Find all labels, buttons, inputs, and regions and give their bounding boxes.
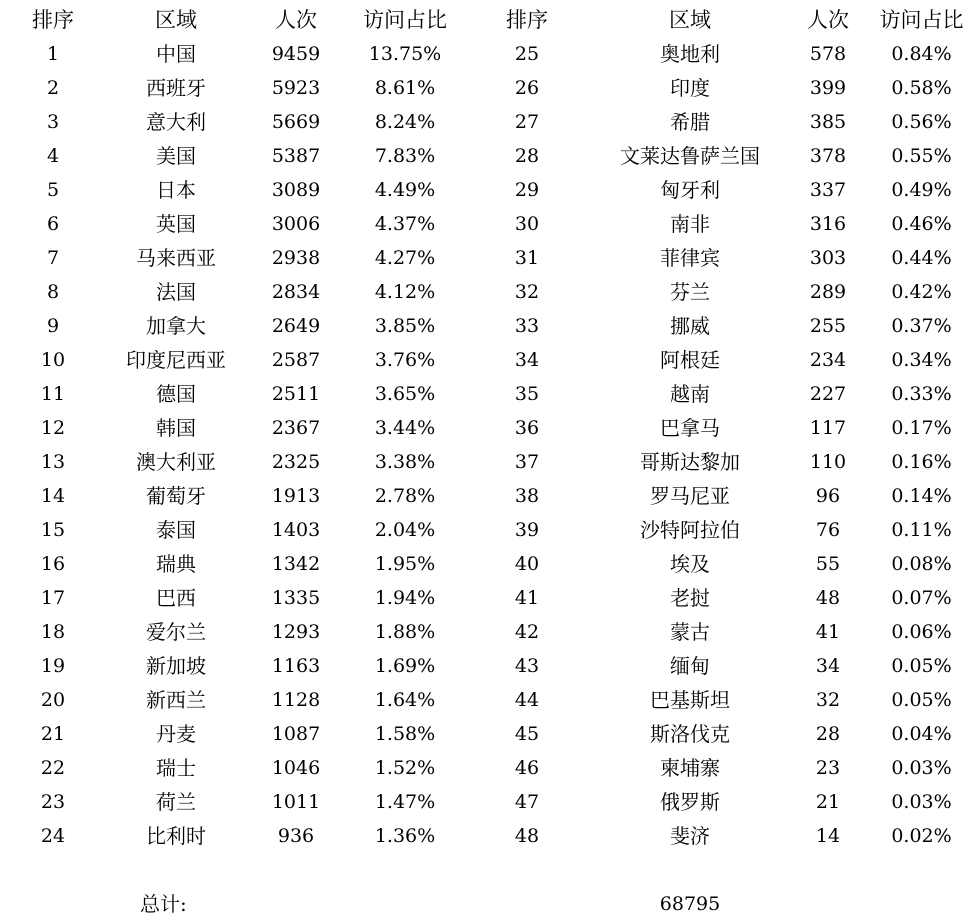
region-cell: 新西兰 (146, 688, 206, 712)
rank-cell: 4 (46, 145, 60, 167)
rank-cell: 32 (514, 281, 540, 303)
rank-cell: 13 (40, 451, 66, 473)
visits-cell: 1011 (271, 791, 321, 813)
visits-cell: 2649 (271, 315, 321, 337)
share-cell: 0.07% (891, 587, 952, 609)
rank-cell: 27 (514, 111, 540, 133)
visits-cell: 337 (809, 179, 847, 201)
visits-cell: 378 (809, 145, 847, 167)
rank-cell: 9 (46, 315, 60, 337)
share-cell: 0.05% (891, 655, 952, 677)
region-cell: 英国 (156, 212, 196, 236)
region-cell: 阿根廷 (660, 348, 720, 372)
region-cell: 文莱达鲁萨兰国 (620, 144, 760, 168)
share-cell: 0.04% (891, 723, 952, 745)
visits-cell: 1087 (271, 723, 321, 745)
visits-cell: 48 (815, 587, 841, 609)
region-cell: 斯洛伐克 (650, 722, 730, 746)
region-cell: 菲律宾 (660, 246, 720, 270)
total-label: 总计: (140, 892, 187, 916)
share-cell: 3.44% (374, 417, 436, 439)
rank-cell: 22 (40, 757, 66, 779)
rank-cell: 34 (514, 349, 540, 371)
share-cell: 0.55% (891, 145, 952, 167)
share-cell: 0.37% (891, 315, 952, 337)
region-cell: 南非 (670, 212, 710, 236)
region-cell: 俄罗斯 (660, 790, 720, 814)
rank-cell: 24 (40, 825, 66, 847)
rank-cell: 3 (46, 111, 60, 133)
share-cell: 1.95% (374, 553, 436, 575)
rank-cell: 14 (40, 485, 66, 507)
region-cell: 泰国 (156, 518, 196, 542)
share-cell: 0.03% (891, 757, 952, 779)
region-cell: 斐济 (670, 824, 710, 848)
table-row (0, 445, 977, 479)
rank-cell: 26 (514, 77, 540, 99)
share-cell: 0.14% (891, 485, 952, 507)
rank-cell: 47 (514, 791, 540, 813)
rank-cell: 5 (46, 179, 60, 201)
visits-cell: 117 (809, 417, 847, 439)
share-cell: 1.52% (374, 757, 436, 779)
rank-cell: 37 (514, 451, 540, 473)
rank-cell: 40 (514, 553, 540, 575)
region-cell: 韩国 (156, 416, 196, 440)
share-cell: 0.56% (891, 111, 952, 133)
region-cell: 印度 (670, 76, 710, 100)
region-cell: 匈牙利 (660, 178, 720, 202)
region-cell: 巴基斯坦 (650, 688, 730, 712)
visits-cell: 9459 (271, 43, 321, 65)
visits-cell: 1335 (271, 587, 321, 609)
rank-cell: 6 (46, 213, 60, 235)
rank-cell: 48 (514, 825, 540, 847)
visits-cell: 5387 (271, 145, 321, 167)
rank-cell: 17 (40, 587, 66, 609)
region-cell: 法国 (156, 280, 196, 304)
table-row (0, 105, 977, 139)
visits-cell: 2834 (271, 281, 321, 303)
visits-cell: 96 (815, 485, 841, 507)
visits-cell: 399 (809, 77, 847, 99)
visits-cell: 3089 (271, 179, 321, 201)
region-cell: 蒙古 (670, 620, 710, 644)
rank-cell: 12 (40, 417, 66, 439)
table-row (0, 547, 977, 581)
share-cell: 0.03% (891, 791, 952, 813)
region-cell: 日本 (156, 178, 196, 202)
region-cell: 爱尔兰 (146, 620, 206, 644)
region-cell: 埃及 (670, 552, 710, 576)
share-cell: 0.17% (891, 417, 952, 439)
share-cell: 1.94% (374, 587, 436, 609)
share-cell: 3.85% (374, 315, 436, 337)
region-cell: 马来西亚 (136, 246, 216, 270)
rank-header: 排序 (506, 8, 548, 32)
region-cell: 缅甸 (670, 654, 710, 678)
visits-header: 人次 (275, 8, 317, 32)
share-cell: 0.06% (891, 621, 952, 643)
visits-cell: 289 (809, 281, 847, 303)
share-cell: 13.75% (368, 43, 442, 65)
share-cell: 7.83% (374, 145, 436, 167)
region-header: 区域 (669, 8, 711, 32)
rank-cell: 38 (514, 485, 540, 507)
rank-cell: 44 (514, 689, 540, 711)
visits-cell: 2587 (271, 349, 321, 371)
share-cell: 0.05% (891, 689, 952, 711)
share-cell: 4.49% (374, 179, 436, 201)
visits-cell: 1342 (271, 553, 321, 575)
region-cell: 哥斯达黎加 (640, 450, 740, 474)
region-cell: 瑞士 (156, 756, 196, 780)
visits-cell: 316 (809, 213, 847, 235)
visits-cell: 2367 (271, 417, 321, 439)
visits-cell: 41 (815, 621, 841, 643)
share-cell: 1.47% (374, 791, 436, 813)
share-cell: 3.65% (374, 383, 436, 405)
rank-cell: 46 (514, 757, 540, 779)
visits-cell: 34 (815, 655, 841, 677)
region-cell: 美国 (156, 144, 196, 168)
share-cell: 1.58% (374, 723, 436, 745)
visits-cell: 936 (277, 825, 315, 847)
rank-cell: 29 (514, 179, 540, 201)
share-cell: 4.27% (374, 247, 436, 269)
table-row (0, 751, 977, 785)
share-cell: 1.64% (374, 689, 436, 711)
visits-cell: 1293 (271, 621, 321, 643)
share-cell: 3.38% (374, 451, 436, 473)
share-cell: 4.12% (374, 281, 436, 303)
table-row (0, 683, 977, 717)
region-cell: 意大利 (146, 110, 206, 134)
visits-cell: 234 (809, 349, 847, 371)
region-cell: 澳大利亚 (136, 450, 216, 474)
share-cell: 0.16% (891, 451, 952, 473)
rank-cell: 7 (46, 247, 60, 269)
share-cell: 0.33% (891, 383, 952, 405)
visits-cell: 3006 (271, 213, 321, 235)
share-cell: 0.58% (891, 77, 952, 99)
table-row (0, 241, 977, 275)
region-cell: 葡萄牙 (146, 484, 206, 508)
share-cell: 0.42% (891, 281, 952, 303)
rank-cell: 16 (40, 553, 66, 575)
share-cell: 2.78% (374, 485, 436, 507)
share-cell: 0.44% (891, 247, 952, 269)
visits-cell: 32 (815, 689, 841, 711)
table-row (0, 207, 977, 241)
share-cell: 1.88% (374, 621, 436, 643)
share-cell: 0.49% (891, 179, 952, 201)
region-cell: 丹麦 (156, 722, 196, 746)
region-cell: 挪威 (670, 314, 710, 338)
table-row (0, 785, 977, 819)
table-row (0, 649, 977, 683)
visits-cell: 23 (815, 757, 841, 779)
table-header-row (0, 3, 977, 37)
rank-cell: 30 (514, 213, 540, 235)
region-cell: 荷兰 (156, 790, 196, 814)
region-cell: 奥地利 (660, 42, 720, 66)
rank-cell: 15 (40, 519, 66, 541)
share-cell: 0.08% (891, 553, 952, 575)
region-cell: 巴拿马 (660, 416, 720, 440)
rank-cell: 2 (46, 77, 60, 99)
region-header: 区域 (155, 8, 197, 32)
region-cell: 德国 (156, 382, 196, 406)
region-cell: 瑞典 (156, 552, 196, 576)
table-row (0, 275, 977, 309)
rank-cell: 31 (514, 247, 540, 269)
rank-cell: 19 (40, 655, 66, 677)
region-cell: 西班牙 (146, 76, 206, 100)
table-row (0, 37, 977, 71)
visits-cell: 1128 (271, 689, 321, 711)
share-cell: 1.69% (374, 655, 436, 677)
share-cell: 8.24% (374, 111, 436, 133)
rank-cell: 33 (514, 315, 540, 337)
visits-cell: 578 (809, 43, 847, 65)
region-cell: 比利时 (146, 824, 206, 848)
rank-cell: 36 (514, 417, 540, 439)
region-cell: 希腊 (670, 110, 710, 134)
share-cell: 2.04% (374, 519, 436, 541)
visit-statistics-table (0, 3, 977, 853)
visits-cell: 5923 (271, 77, 321, 99)
share-cell: 0.46% (891, 213, 952, 235)
table-row (0, 309, 977, 343)
region-cell: 老挝 (670, 586, 710, 610)
share-header: 访问占比 (879, 8, 964, 32)
share-cell: 0.02% (891, 825, 952, 847)
rank-cell: 11 (40, 383, 66, 405)
share-cell: 0.11% (891, 519, 952, 541)
rank-cell: 35 (514, 383, 540, 405)
region-cell: 罗马尼亚 (650, 484, 730, 508)
region-cell: 印度尼西亚 (126, 348, 226, 372)
visits-cell: 2938 (271, 247, 321, 269)
region-cell: 越南 (670, 382, 710, 406)
total-value: 68795 (659, 893, 721, 915)
visits-cell: 1913 (271, 485, 321, 507)
visits-cell: 1046 (271, 757, 321, 779)
rank-cell: 18 (40, 621, 66, 643)
table-row (0, 411, 977, 445)
visits-cell: 76 (815, 519, 841, 541)
region-cell: 沙特阿拉伯 (640, 518, 740, 542)
visits-cell: 55 (815, 553, 841, 575)
visits-cell: 1163 (271, 655, 321, 677)
rank-cell: 21 (40, 723, 66, 745)
share-cell: 8.61% (374, 77, 436, 99)
visits-cell: 255 (809, 315, 847, 337)
visits-cell: 21 (815, 791, 841, 813)
table-body (0, 37, 977, 853)
share-cell: 0.84% (891, 43, 952, 65)
rank-cell: 42 (514, 621, 540, 643)
table-row (0, 819, 977, 853)
table-row (0, 581, 977, 615)
visits-cell: 227 (809, 383, 847, 405)
region-cell: 中国 (156, 42, 196, 66)
rank-cell: 43 (514, 655, 540, 677)
visits-cell: 5669 (271, 111, 321, 133)
region-cell: 新加坡 (146, 654, 206, 678)
rank-cell: 45 (514, 723, 540, 745)
rank-header: 排序 (32, 8, 74, 32)
region-cell: 加拿大 (146, 314, 206, 338)
rank-cell: 1 (46, 43, 60, 65)
rank-cell: 20 (40, 689, 66, 711)
table-row (0, 615, 977, 649)
share-cell: 4.37% (374, 213, 436, 235)
table-row (0, 343, 977, 377)
rank-cell: 28 (514, 145, 540, 167)
rank-cell: 8 (46, 281, 60, 303)
visits-cell: 303 (809, 247, 847, 269)
table-row (0, 513, 977, 547)
region-cell: 芬兰 (670, 280, 710, 304)
table-row (0, 479, 977, 513)
share-cell: 0.34% (891, 349, 952, 371)
visits-cell: 28 (815, 723, 841, 745)
rank-cell: 10 (40, 349, 66, 371)
table-row (0, 377, 977, 411)
region-cell: 巴西 (156, 586, 196, 610)
visits-cell: 2511 (271, 383, 321, 405)
visits-cell: 14 (815, 825, 841, 847)
table-row (0, 71, 977, 105)
share-cell: 3.76% (374, 349, 436, 371)
table-row (0, 717, 977, 751)
share-header: 访问占比 (363, 8, 447, 32)
rank-cell: 41 (514, 587, 540, 609)
visits-cell: 2325 (271, 451, 321, 473)
rank-cell: 39 (514, 519, 540, 541)
rank-cell: 23 (40, 791, 66, 813)
region-cell: 柬埔寨 (660, 756, 720, 780)
visits-cell: 385 (809, 111, 847, 133)
rank-cell: 25 (514, 43, 540, 65)
table-row (0, 139, 977, 173)
visits-cell: 1403 (271, 519, 321, 541)
share-cell: 1.36% (374, 825, 436, 847)
visits-header: 人次 (807, 8, 849, 32)
table-row (0, 173, 977, 207)
visits-cell: 110 (809, 451, 847, 473)
